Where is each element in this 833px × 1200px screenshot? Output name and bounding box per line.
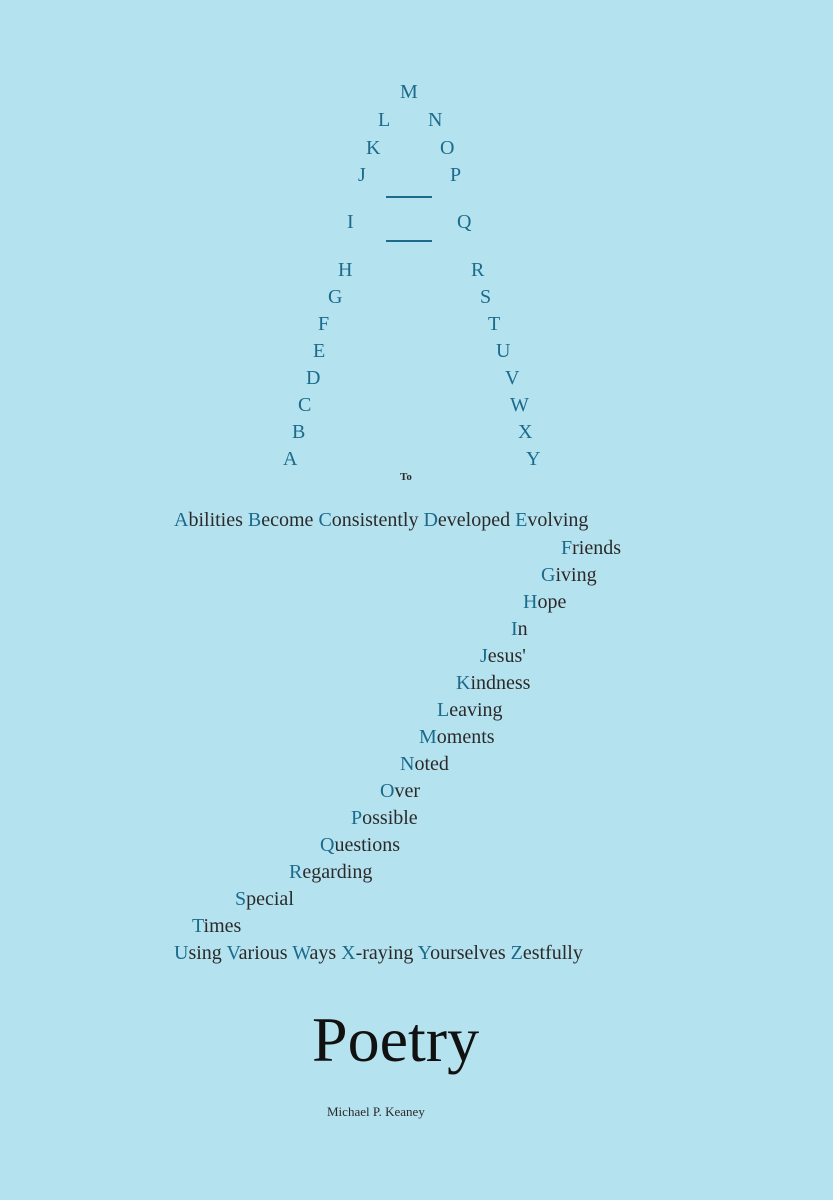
alphabet-left-letter-e: E [313, 340, 326, 362]
word-rest: volving [527, 509, 589, 531]
word-rest: riends [572, 537, 622, 559]
acrostic-word [380, 780, 420, 802]
acrostic-word [437, 699, 503, 721]
diagonal-word-row [561, 538, 621, 558]
diagonal-word-row [235, 889, 294, 909]
word-initial: P [351, 807, 363, 829]
acrostic-word [235, 888, 294, 910]
acrostic-word [480, 645, 526, 667]
diagonal-word-row [419, 727, 495, 747]
word-rest: ays [309, 942, 337, 964]
word-initial: Z [510, 942, 523, 964]
diagonal-word-row [400, 754, 449, 774]
word-initial: W [292, 942, 310, 964]
word-rest: sing [188, 942, 222, 964]
word-rest: ossible [362, 807, 418, 829]
diagonal-word-row [351, 808, 418, 828]
word-initial: R [289, 861, 303, 883]
acrostic-word [292, 942, 336, 964]
word-rest: n [517, 618, 528, 640]
word-rest: -raying [355, 942, 414, 964]
alphabet-left-letter-a: A [283, 448, 298, 470]
acrostic-word [320, 834, 400, 856]
acrostic-word [400, 753, 449, 775]
word-rest: arious [238, 942, 288, 964]
acrostic-word [289, 861, 372, 883]
acrostic-word [351, 807, 418, 829]
word-initial: N [400, 753, 415, 775]
word-initial: K [456, 672, 471, 694]
author-name: Michael P. Keaney [327, 1104, 425, 1119]
alphabet-left-letter-m: M [400, 81, 418, 103]
to-label: To [400, 471, 412, 483]
acrostic-word [419, 726, 495, 748]
word-rest: ourselves [430, 942, 506, 964]
acrostic-word [456, 672, 530, 694]
acrostic-word [511, 942, 583, 964]
word-rest: imes [203, 915, 242, 937]
alphabet-right-letter-p: P [450, 164, 462, 186]
alphabet-right-letter-u: U [496, 340, 511, 362]
word-initial: E [515, 509, 528, 531]
word-initial: Y [417, 942, 431, 964]
acrostic-word [511, 618, 528, 640]
word-initial: F [561, 537, 573, 559]
book-title: Poetry [312, 1004, 480, 1075]
alphabet-right-letter-r: R [471, 259, 485, 281]
alphabet-left-letter-i: I [347, 211, 354, 233]
word-initial: U [174, 942, 189, 964]
alphabet-left-letter-k: K [366, 137, 381, 159]
crossbar-line-top [386, 196, 432, 198]
alphabet-right-letter-q: Q [457, 211, 472, 233]
word-initial: L [437, 699, 450, 721]
word-rest: esus' [487, 645, 526, 667]
acrostic-word [418, 942, 506, 964]
acrostic-word [423, 509, 510, 531]
alphabet-left-letter-l: L [378, 109, 391, 131]
acrostic-word [523, 591, 566, 613]
alphabet-right-letter-w: W [510, 394, 529, 416]
word-rest: uestions [334, 834, 401, 856]
word-initial: A [174, 509, 189, 531]
first-line-text [174, 510, 588, 530]
alphabet-right-letter-y: Y [526, 448, 541, 470]
acrostic-word [541, 564, 597, 586]
alphabet-right-letter-t: T [488, 313, 501, 335]
alphabet-right-letter-s: S [480, 286, 492, 308]
word-rest: onsistently [331, 509, 419, 531]
word-initial: S [235, 888, 247, 910]
diagonal-word-row [380, 781, 420, 801]
diagonal-word-row [523, 592, 566, 612]
diagonal-word-row [541, 565, 597, 585]
word-rest: ecome [261, 509, 314, 531]
acrostic-word [318, 509, 418, 531]
word-rest: eaving [449, 699, 503, 721]
word-rest: oted [414, 753, 449, 775]
diagonal-word-row [437, 700, 503, 720]
word-rest: bilities [188, 509, 243, 531]
word-rest: ver [394, 780, 420, 802]
diagonal-word-row [192, 916, 241, 936]
word-rest: oments [436, 726, 495, 748]
word-rest: iving [555, 564, 597, 586]
word-initial: C [318, 509, 332, 531]
word-initial: X [341, 942, 356, 964]
word-rest: indness [470, 672, 531, 694]
acrostic-word [226, 942, 287, 964]
word-rest: egarding [302, 861, 373, 883]
word-rest: pecial [246, 888, 294, 910]
alphabet-left-letter-f: F [318, 313, 330, 335]
diagonal-word-row [289, 862, 372, 882]
diagonal-word-row [456, 673, 530, 693]
acrostic-word [192, 915, 241, 937]
word-initial: B [247, 509, 262, 531]
acrostic-word [174, 509, 243, 531]
acrostic-word [248, 509, 314, 531]
alphabet-left-letter-c: C [298, 394, 312, 416]
diagonal-word-row [320, 835, 400, 855]
word-initial: G [541, 564, 556, 586]
acrostic-word [515, 509, 588, 531]
word-initial: D [423, 509, 438, 531]
word-initial: Q [320, 834, 335, 856]
word-initial: J [480, 645, 488, 667]
alphabet-right-letter-n: N [428, 109, 443, 131]
alphabet-left-letter-j: J [358, 164, 366, 186]
alphabet-right-letter-o: O [440, 137, 455, 159]
alphabet-left-letter-b: B [292, 421, 306, 443]
acrostic-word [341, 942, 413, 964]
alphabet-left-letter-h: H [338, 259, 353, 281]
crossbar-line-bottom [386, 240, 432, 242]
word-initial: T [192, 915, 204, 937]
word-initial: M [419, 726, 437, 748]
alphabet-left-letter-d: D [306, 367, 321, 389]
word-rest: estfully [522, 942, 583, 964]
last-line-text [174, 943, 583, 963]
diagonal-word-row [511, 619, 528, 639]
word-initial: V [226, 942, 239, 964]
word-rest: ope [537, 591, 567, 613]
word-initial: H [523, 591, 538, 613]
word-initial: I [511, 618, 518, 640]
acrostic-word [561, 537, 621, 559]
diagonal-word-row [480, 646, 526, 666]
alphabet-left-letter-g: G [328, 286, 343, 308]
word-rest: eveloped [437, 509, 511, 531]
acrostic-word [174, 942, 222, 964]
alphabet-right-letter-x: X [518, 421, 533, 443]
alphabet-right-letter-v: V [505, 367, 520, 389]
word-initial: O [380, 780, 395, 802]
